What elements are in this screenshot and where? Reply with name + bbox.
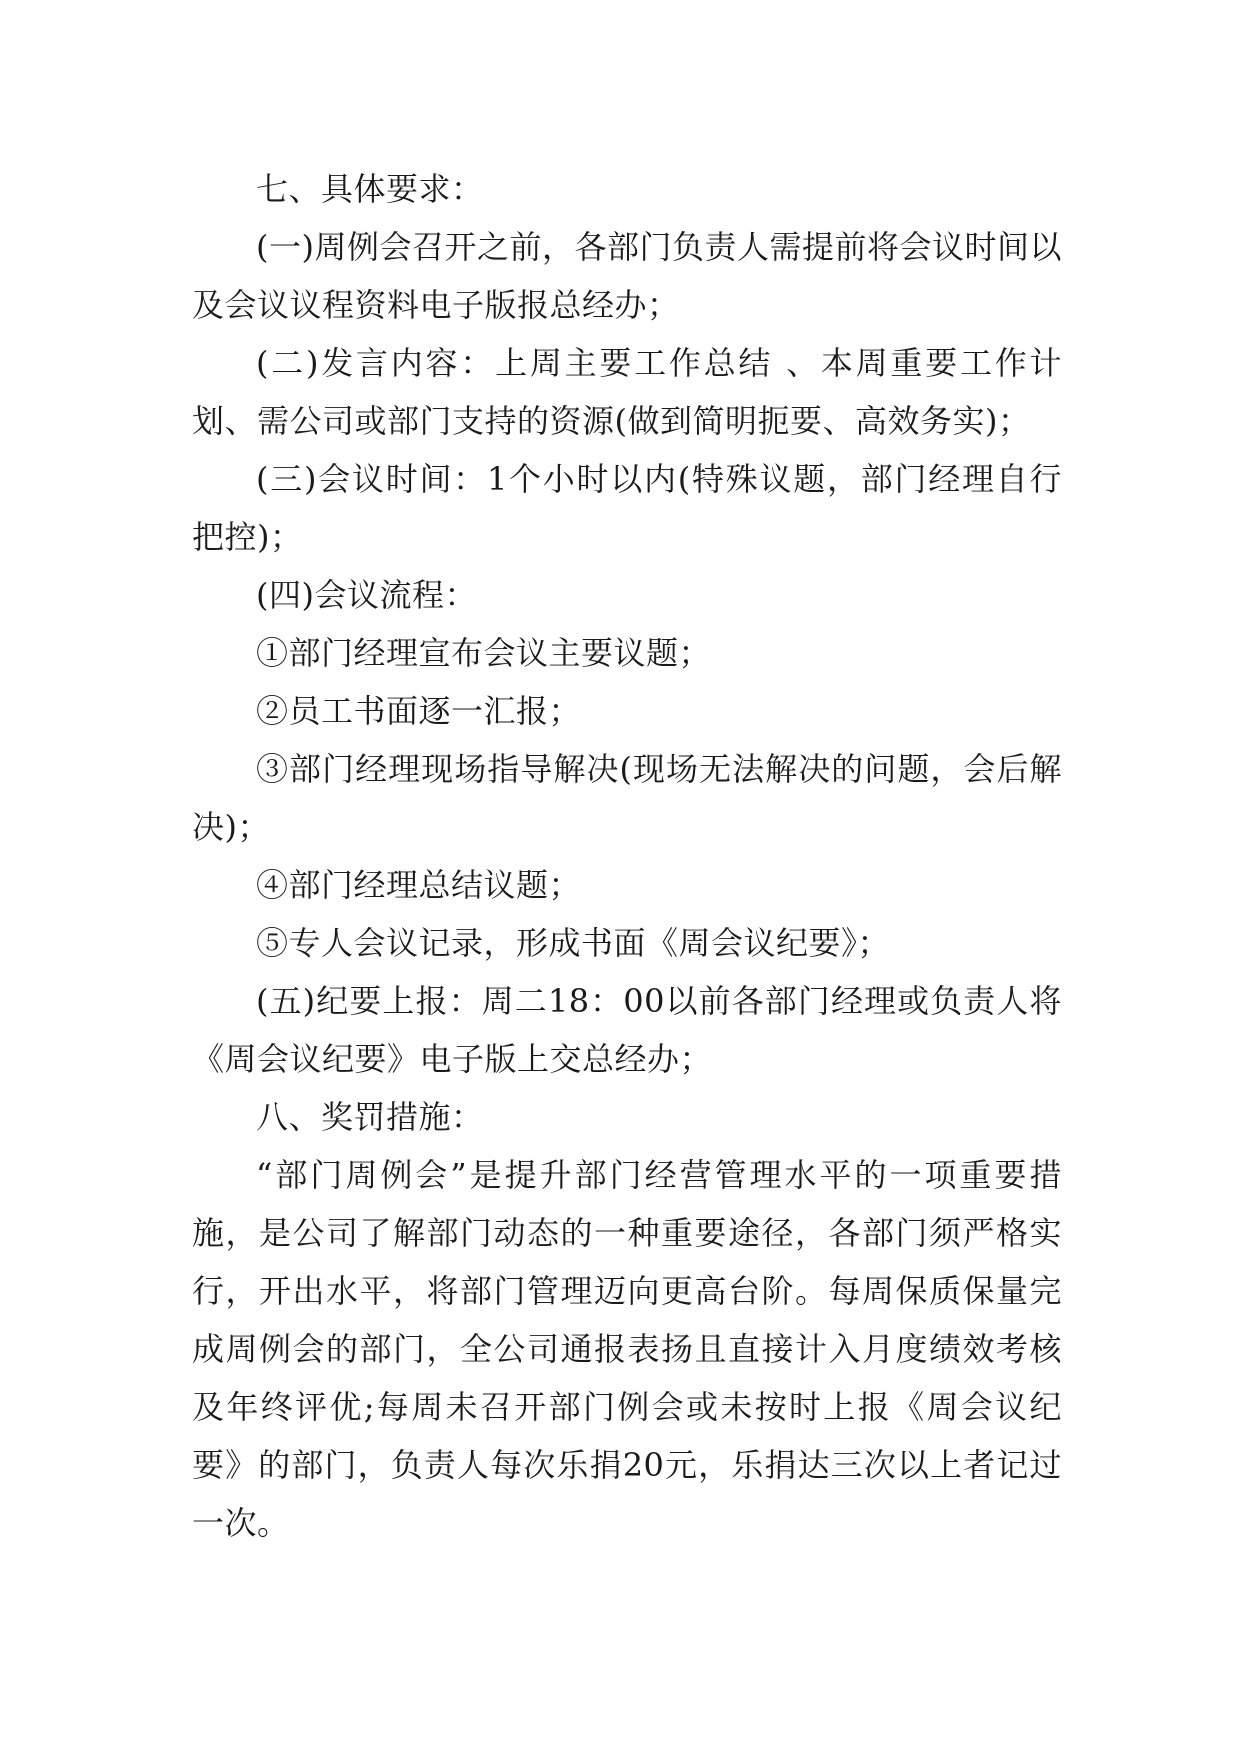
requirement-item-2: (二)发言内容：上周主要工作总结 、本周重要工作计划、需公司或部门支持的资源(做到简明扼要、高效务实)；	[192, 344, 1062, 440]
process-step-4: ④部门经理总结议题；	[256, 866, 582, 904]
requirement-item-3: (三)会议时间：1个小时以内(特殊议题，部门经理自行把控)；	[192, 460, 1062, 556]
rewards-paragraph: “部门周例会”是提升部门经营管理水平的一项重要措施，是公司了解部门动态的一种重要途径，各部门须严格实行，开出水平，将部门管理迈向更高台阶。每周保质保量完成周例会的部门，全公司通报表扬且直接计入月度绩效考核及年终评优;每周未召开部门例会或未按时上报《周会议纪要》的部门，负责人每次乐捐20元，乐捐达三次以上者记过一次。	[192, 1156, 1062, 1542]
requirement-item-1: (一)周例会召开之前，各部门负责人需提前将会议时间以及会议议程资料电子版报总经办；	[192, 228, 1062, 324]
requirement-item-4: (四)会议流程：	[256, 576, 477, 614]
section-heading-requirements: 七、具体要求：	[256, 170, 484, 208]
process-step-2: ②员工书面逐一汇报；	[256, 692, 582, 730]
process-step-5: ⑤专人会议记录，形成书面《周会议纪要》；	[256, 924, 891, 962]
process-step-1: ①部门经理宣布会议主要议题；	[256, 634, 712, 672]
section-heading-rewards: 八、奖罚措施：	[256, 1098, 484, 1136]
document-body	[192, 160, 1062, 1552]
requirement-item-5: (五)纪要上报：周二18：00以前各部门经理或负责人将《周会议纪要》电子版上交总经办；	[192, 982, 1062, 1078]
process-step-3: ③部门经理现场指导解决(现场无法解决的问题，会后解决)；	[192, 750, 1062, 846]
